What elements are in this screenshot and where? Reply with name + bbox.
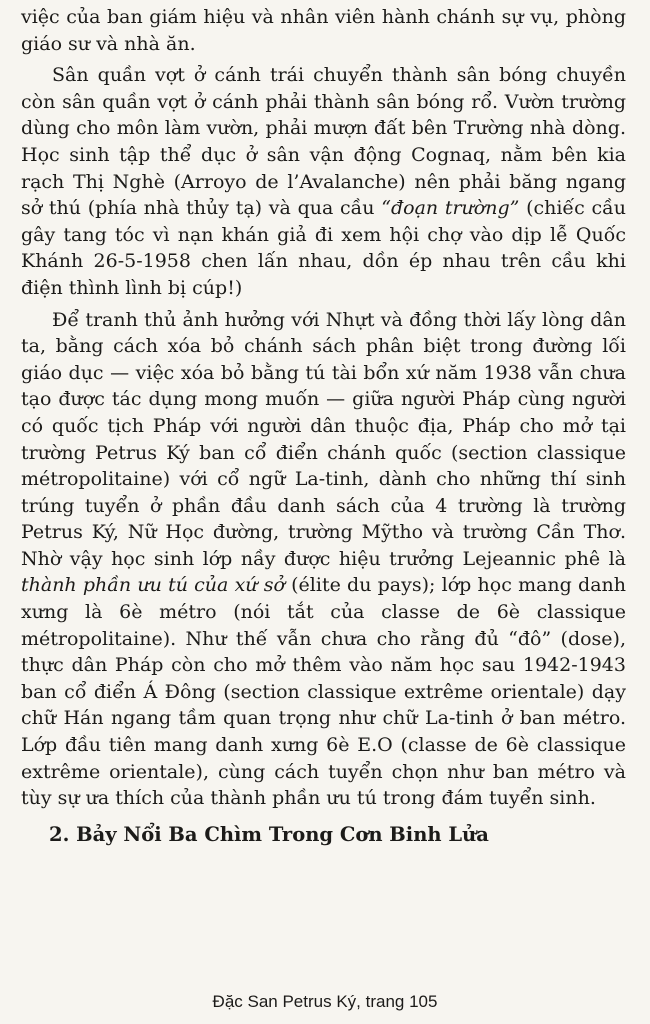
paragraph-1 bbox=[21, 4, 626, 57]
paragraph-2-italic-term: “đoạn trường” bbox=[381, 197, 520, 220]
paragraph-3-text-a: Để tranh thủ ảnh hưởng với Nhựt và đồng thời lấy lòng dân ta, bằng cách xóa bỏ chánh sách phân biệt trong đường lối giáo dục — việc xóa bỏ bằng tú tài bổn xứ năm 1938 vẫn chưa tạo được tác dụng mong muốn — giữa người Pháp cùng người có quốc tịch Pháp với người dân thuộc địa, Pháp cho mở tại trường Petrus Ký ban cổ điển chánh quốc (section classique métropolitaine) với cổ ngữ La-tinh, dành cho những thí sinh trúng tuyển ở phần đầu danh sách của 4 trường là trường Petrus Ký, Nữ Học đường, trường Mỹtho và trường Cần Thơ. Nhờ vậy học sinh lớp nầy được hiệu trưởng Lejeannic phê là bbox=[21, 308, 626, 570]
paragraph-2-text-b: (chiếc cầu gây tang tóc vì nạn khán giả đi xem hội chợ vào dịp lễ Quốc Khánh 26-5-1958 chen lấn nhau, dồn ép nhau trên cầu khi điện thình lình bị cúp!) bbox=[21, 197, 626, 299]
page-footer: Đặc San Petrus Ký, trang 105 bbox=[212, 992, 438, 1011]
paragraph-1-text: việc của ban giám hiệu và nhân viên hành chánh sự vụ, phòng giáo sư và nhà ăn. bbox=[21, 6, 626, 55]
section-heading: 2. Bảy Nổi Ba Chìm Trong Cơn Binh Lửa bbox=[49, 822, 489, 846]
paragraph-3 bbox=[21, 307, 626, 812]
article-body bbox=[21, 4, 626, 848]
paragraph-2 bbox=[21, 62, 626, 301]
paragraph-2-text-a: Sân quần vợt ở cánh trái chuyển thành sân bóng chuyền còn sân quần vợt ở cánh phải thành sân bóng rổ. Vườn trường dùng cho môn làm vườn, phải mượn đất bên Trường nhà dòng. Học sinh tập thể dục ở sân vận động Cognaq, nằm bên kia rạch Thị Nghè (Arroyo de l’Avalanche) nên phải băng ngang sở thú (phía nhà thủy tạ) và qua cầu bbox=[21, 64, 626, 220]
paragraph-3-text-b: (élite du pays); lớp học mang danh xưng là 6è métro (nói tắt của classe de 6è classique métropolitaine). Như thế vẫn chưa cho rằng đủ “đô” (dose), thực dân Pháp còn cho mở thêm vào năm học sau 1942-1943 ban cổ điển Á Đông (section classique extrême orientale) dạy chữ Hán ngang tầm quan trọng như chữ La-tinh ở ban métro. Lớp đầu tiên mang danh xưng 6è E.O (classe de 6è classique extrême orientale), cùng cách tuyển chọn như ban métro và tùy sự ưa thích của thành phần ưu tú trong đám tuyển sinh. bbox=[21, 574, 626, 810]
paragraph-3-italic-term: thành phần ưu tú của xứ sở bbox=[21, 574, 285, 597]
